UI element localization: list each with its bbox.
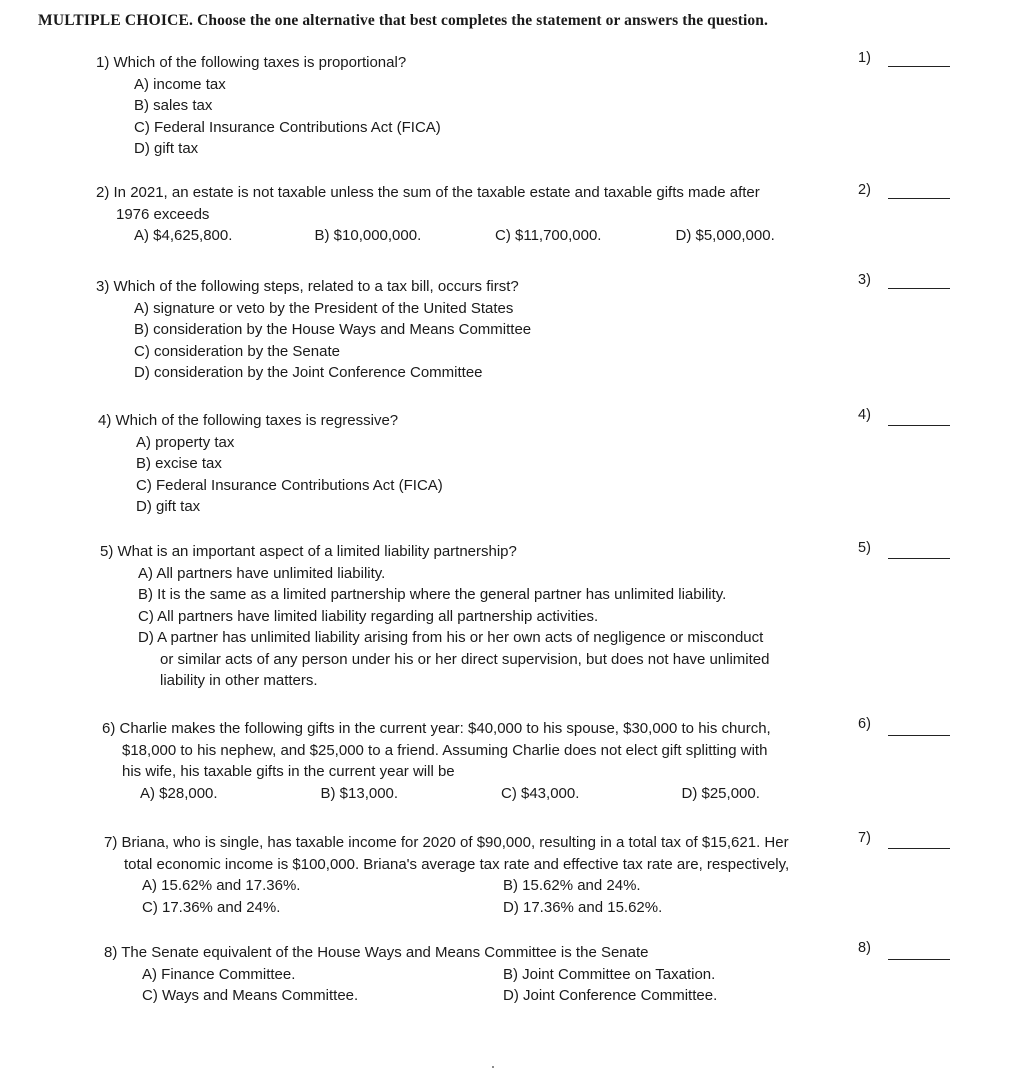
question-6-stem: 6) Charlie makes the following gifts in the current year: $40,000 to his spouse, $30,000 to his church, (102, 720, 771, 737)
answer-number-5: 5) (858, 540, 871, 556)
answer-blank-1[interactable] (888, 66, 950, 67)
answer-number-2: 2) (858, 182, 871, 198)
question-6-option-a: A) $28,000. (140, 784, 218, 802)
question-4-option-b: B) excise tax (136, 455, 222, 472)
question-4-option-a: A) property tax (136, 433, 235, 451)
answer-number-4: 4) (858, 407, 871, 423)
question-6-stem-line2: $18,000 to his nephew, and $25,000 to a friend. Assuming Charlie does not elect gift splitting with (122, 741, 768, 759)
question-6-option-b: B) $13,000. (320, 784, 399, 802)
question-6-options (102, 783, 862, 805)
question-6 (102, 718, 862, 804)
question-7-options-row1 (104, 875, 864, 897)
question-2-stem: 2) In 2021, an estate is not taxable unless the sum of the taxable estate and taxable gifts made after (96, 184, 760, 201)
question-3-option-a: A) signature or veto by the President of the United States (134, 299, 514, 317)
question-4-option-c: C) Federal Insurance Contributions Act (FICA) (136, 476, 443, 494)
question-2-option-c: C) $11,700,000. (495, 227, 602, 244)
question-5-option-b: B) It is the same as a limited partnership where the general partner has unlimited liability. (138, 586, 727, 603)
answer-blank-3[interactable] (888, 288, 950, 289)
answer-number-8: 8) (858, 940, 871, 956)
question-7-stem-line2: total economic income is $100,000. Briana's average tax rate and effective tax rate are, respectively, (124, 855, 790, 873)
question-7-option-a: A) 15.62% and 17.36%. (142, 877, 301, 894)
question-4 (98, 410, 858, 518)
question-1 (96, 52, 856, 160)
question-5-stem: 5) What is an important aspect of a limited liability partnership? (100, 543, 517, 560)
question-3-stem: 3) Which of the following steps, related to a tax bill, occurs first? (96, 278, 519, 295)
question-8-options-row2 (104, 985, 864, 1007)
question-2-options (96, 225, 856, 247)
question-3 (96, 276, 856, 384)
answer-blank-6[interactable] (888, 735, 950, 736)
answer-blank-4[interactable] (888, 425, 950, 426)
header-lead: MULTIPLE CHOICE. (38, 12, 194, 29)
answer-blank-2[interactable] (888, 198, 950, 199)
question-7-options-row2 (104, 897, 864, 919)
question-2-option-d: D) $5,000,000. (675, 227, 775, 244)
question-7-option-b: B) 15.62% and 24%. (503, 877, 641, 894)
question-7-option-d: D) 17.36% and 15.62%. (503, 898, 663, 916)
question-8-options-row1 (104, 964, 864, 986)
question-8-option-c: C) Ways and Means Committee. (142, 987, 359, 1004)
answer-blank-7[interactable] (888, 848, 950, 849)
question-8-stem: 8) The Senate equivalent of the House Ways and Means Committee is the Senate (104, 944, 649, 961)
answer-blank-5[interactable] (888, 558, 950, 559)
answer-blank-8[interactable] (888, 959, 950, 960)
question-8-option-d: D) Joint Conference Committee. (503, 987, 718, 1004)
section-header (38, 12, 978, 30)
question-6-option-d: D) $25,000. (681, 784, 760, 802)
answer-number-7: 7) (858, 830, 871, 846)
answer-number-3: 3) (858, 272, 871, 288)
question-2-option-b: B) $10,000,000. (314, 227, 422, 244)
question-5-option-a: A) All partners have unlimited liability. (138, 564, 386, 582)
question-1-option-a: A) income tax (134, 75, 226, 93)
question-4-option-d: D) gift tax (136, 498, 201, 515)
answer-number-1: 1) (858, 50, 871, 66)
question-7-stem: 7) Briana, who is single, has taxable income for 2020 of $90,000, resulting in a total tax of $15,621. Her (104, 834, 789, 851)
question-1-option-d: D) gift tax (134, 140, 199, 157)
question-6-option-c: C) $43,000. (501, 784, 580, 802)
header-instruction: Choose the one alternative that best completes the statement or answers the question. (197, 12, 768, 29)
question-4-stem: 4) Which of the following taxes is regressive? (98, 412, 399, 429)
question-7-option-c: C) 17.36% and 24%. (142, 898, 281, 916)
question-8 (104, 942, 864, 1007)
question-7 (104, 832, 864, 918)
question-2-option-a: A) $4,625,800. (134, 227, 233, 244)
answer-number-6: 6) (858, 716, 871, 732)
question-5-option-d: D) A partner has unlimited liability arising from his or her own acts of negligence or misconduct or similar acts of any person under his or her direct supervision, but does not have unlimited liability in other matters. (138, 629, 770, 689)
question-3-option-c: C) consideration by the Senate (134, 342, 340, 360)
question-5 (100, 541, 860, 692)
question-5-option-c: C) All partners have limited liability regarding all partnership activities. (138, 607, 599, 625)
question-3-option-b: B) consideration by the House Ways and Means Committee (134, 321, 532, 338)
question-2 (96, 182, 856, 247)
scan-speck (492, 1066, 494, 1068)
question-6-stem-line3: his wife, his taxable gifts in the current year will be (122, 763, 455, 780)
question-2-stem-continued: 1976 exceeds (116, 205, 210, 223)
question-1-stem: 1) Which of the following taxes is proportional? (96, 54, 407, 71)
question-3-option-d: D) consideration by the Joint Conference Committee (134, 364, 483, 381)
question-8-option-b: B) Joint Committee on Taxation. (503, 965, 716, 983)
question-1-option-c: C) Federal Insurance Contributions Act (FICA) (134, 118, 441, 136)
question-1-option-b: B) sales tax (134, 97, 213, 114)
question-8-option-a: A) Finance Committee. (142, 965, 296, 983)
